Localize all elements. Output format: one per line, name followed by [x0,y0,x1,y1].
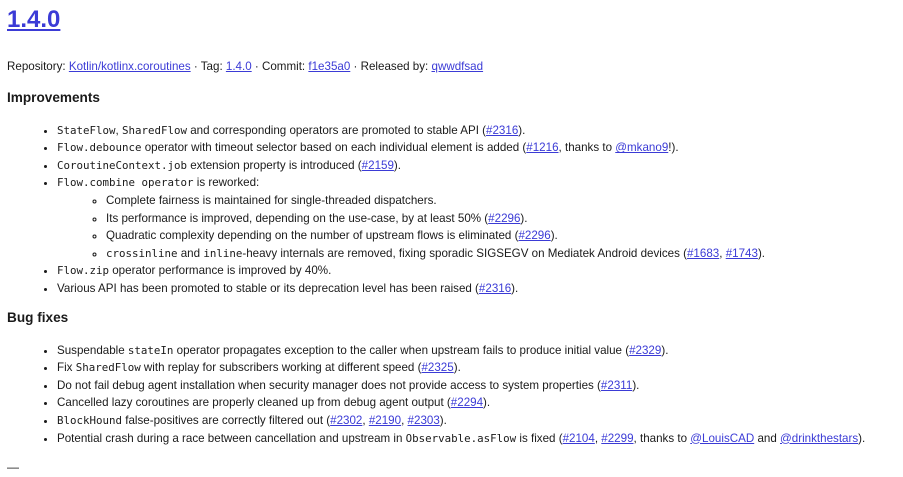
issue-link[interactable]: #2325 [421,361,454,375]
list-item [57,157,896,175]
issue-link[interactable]: #1216 [526,141,559,155]
list-item [57,139,896,157]
text-segment: ). [439,413,447,427]
text-segment: Various API has been promoted to stable or its deprecation level has been raised ( [57,281,479,295]
sublist-item [106,192,896,210]
text-segment: , [362,413,369,427]
text-segment: ). [632,378,640,392]
text-segment: is reworked: [193,176,260,190]
text-segment: -heavy internals are removed, fixing sporadic SIGSEGV on Mediatek Android devices ( [242,246,687,260]
bug-fixes-list [7,342,896,448]
text-segment: , [719,246,726,260]
text-segment: !). [668,141,679,155]
issue-link[interactable]: #2294 [450,396,484,410]
text-segment: ). [550,229,558,243]
text-segment: ). [483,396,491,410]
list-item [57,412,896,430]
repository-link[interactable]: Kotlin/kotlinx.coroutines [68,60,191,73]
text-segment: and [177,246,204,260]
inline-code: crossinline [106,246,178,260]
list-item [57,280,896,298]
sublist-item [106,210,896,228]
user-mention-link[interactable]: @mkano9 [615,141,669,155]
text-segment: Complete fairness is maintained for single-threaded dispatchers. [106,193,437,207]
improvements-list [7,122,896,298]
text-segment: operator performance is improved by 40%. [109,264,332,278]
text-segment: with replay for subscribers working at different speed ( [140,361,422,375]
issue-link[interactable]: #2311 [600,378,633,392]
text-segment: operator propagates exception to the caller when upstream fails to produce initial value ( [173,343,630,357]
text-segment: ). [661,343,669,357]
combine-sublist [57,192,896,262]
sublist-item [106,227,896,245]
text-segment: is fixed ( [516,431,563,445]
inline-code: BlockHound [57,413,123,427]
user-mention-link[interactable]: @LouisCAD [690,431,755,445]
release-title-link[interactable]: 1.4.0 [7,6,61,33]
list-item [57,174,896,262]
sublist-item [106,245,896,263]
text-segment: Quadratic complexity depending on the number of upstream flows is eliminated ( [106,229,519,243]
issue-link[interactable]: #2299 [601,431,634,445]
inline-code: stateIn [127,343,174,357]
text-segment: Potential crash during a race between cancellation and upstream in [57,431,406,445]
list-item [57,377,896,395]
text-segment: ). [520,211,528,225]
text-segment: Cancelled lazy coroutines are properly cleaned up from debug agent output ( [57,396,451,410]
text-segment: , [401,413,408,427]
text-segment: false-positives are correctly filtered out ( [122,413,331,427]
text-segment: ). [511,281,519,295]
issue-link[interactable]: #1683 [686,246,720,260]
list-item [57,122,896,140]
text-segment: and [754,431,781,445]
commit-link[interactable]: f1e35a0 [308,60,351,73]
inline-code: StateFlow [57,123,116,137]
inline-code: Observable.asFlow [405,431,517,445]
bug-fixes-heading: Bug fixes [7,309,69,325]
issue-link[interactable]: #2296 [518,229,551,243]
text-segment: , [594,431,602,445]
commit-label: · Commit: [251,60,309,73]
trailing-dash: — [7,460,19,474]
issue-link[interactable]: #2190 [368,413,402,427]
inline-code: SharedFlow [121,123,187,137]
release-meta [7,58,896,76]
list-item [57,430,896,448]
user-mention-link[interactable]: @drinkthestars [780,431,859,445]
text-segment: extension property is introduced ( [187,158,362,172]
text-segment: ). [393,158,402,172]
text-segment: ). [858,431,866,445]
text-segment: Fix [57,361,76,375]
text-segment: and corresponding operators are promoted to stable API ( [186,123,487,137]
issue-link[interactable]: #2159 [361,158,394,172]
issue-link[interactable]: #2296 [488,211,521,225]
text-segment: , [115,123,122,137]
issue-link[interactable]: #2316 [486,123,519,137]
text-segment: , thanks to [558,141,616,155]
repository-label: Repository: [7,60,69,73]
issue-link[interactable]: #2303 [407,413,440,427]
released-by-label: · Released by: [350,60,432,73]
tag-label: · Tag: [190,60,226,73]
text-segment: operator with timeout selector based on each individual element is added ( [141,141,527,155]
text-segment: ). [518,123,526,137]
text-segment: Suspendable [57,343,128,357]
text-segment: Do not fail debug agent installation when security manager does not provide access to system properties ( [57,378,601,392]
tag-link[interactable]: 1.4.0 [225,60,252,73]
issue-link[interactable]: #1743 [725,246,758,260]
inline-code: Flow.zip [57,264,110,278]
issue-link[interactable]: #2104 [562,431,595,445]
inline-code: Flow.combine operator [57,176,194,190]
text-segment: , thanks to [633,431,691,445]
released-by-link[interactable]: qwwdfsad [431,60,484,73]
list-item [57,342,896,360]
issue-link[interactable]: #2316 [478,281,512,295]
text-segment: ). [757,246,766,260]
list-item [57,394,896,412]
inline-code: inline [203,246,243,260]
list-item [57,359,896,377]
inline-code: Flow.debounce [57,141,142,155]
issue-link[interactable]: #2302 [330,413,363,427]
text-segment: ). [453,361,461,375]
list-item-text [57,176,259,189]
inline-code: SharedFlow [75,361,141,375]
page-title [7,0,896,35]
inline-code: CoroutineContext.job [57,158,188,172]
text-segment: Its performance is improved, depending on the use-case, by at least 50% ( [106,211,489,225]
improvements-heading: Improvements [7,89,100,105]
list-item [57,262,896,280]
issue-link[interactable]: #2329 [629,343,662,357]
